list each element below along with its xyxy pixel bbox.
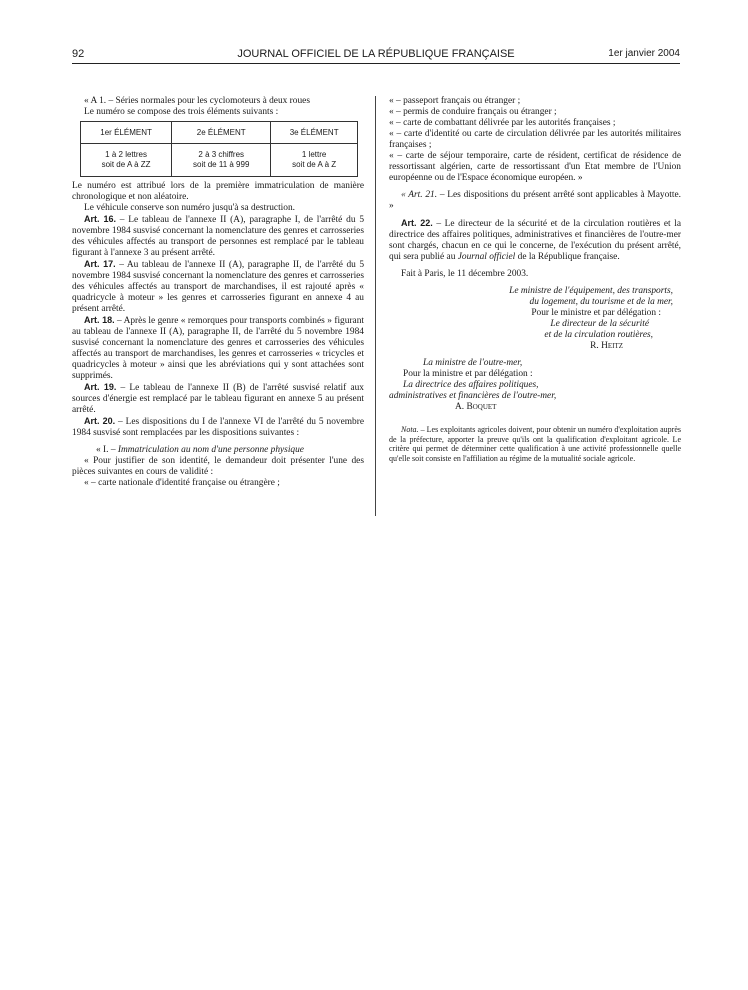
paragraph-attribution: Le numéro est attribué lors de la première immatriculation de manière chronologique et non aléatoire.	[72, 181, 364, 202]
paragraph-justification: « Pour justifier de son identité, le demandeur doit présenter l'une des pièces suivantes en cours de validité :	[72, 456, 364, 477]
subsection-heading: « I. – Immatriculation au nom d'une personne physique	[96, 445, 304, 455]
article-22: Art. 22. – Le directeur de la sécurité et de la circulation routières et la directrice des affaires politiques, administratives et financières de l'outre-mer sont chargés, chacun en ce qui le concerne, de l'exécution du présent arrêté, qui sera publié au Journal officiel de la République française.	[389, 218, 682, 262]
list-item: « – carte d'identité ou carte de circulation délivrée par les autorités militaires françaises ;	[389, 129, 681, 150]
list-item: « – carte de combattant délivrée par les autorités françaises ;	[389, 118, 616, 128]
article-21: « Art. 21. – Les dispositions du présent arrêté sont applicables à Mayotte. »	[389, 190, 681, 211]
table-cell: 1 lettre soit de A à Z	[271, 144, 358, 177]
left-column	[72, 96, 364, 489]
article-20: Art. 20. – Les dispositions du I de l'annexe VI de l'arrêté du 5 novembre 1984 susvisé sont remplacées par les dispositions suivantes :	[72, 416, 364, 438]
table-header-cell: 3e ÉLÉMENT	[271, 122, 358, 144]
list-item: « – permis de conduire français ou étranger ;	[389, 107, 557, 117]
list-item: « – carte de séjour temporaire, carte de résident, certificat de résidence de ressortissant algérien, carte de ressortissant d'un Etat membre de l'Union européenne ou de l'Espace économique européen. »	[389, 151, 681, 183]
list-item: « – passeport français ou étranger ;	[389, 96, 521, 106]
list-item: « – carte nationale d'identité française ou étrangère ;	[84, 478, 280, 488]
article-18: Art. 18. – Après le genre « remorques pour transports combinés » figurant au tableau de l'annexe II (A), paragraphe II, de l'arrêté du 5 novembre 1984 susvisé concernant la nomenclature des genres et carrosseries des véhicules affectés au transport de marchandises, les genres et carrosseries « tricycles et quadricycles à moteur » ainsi que les abréviations qui y sont attachées sont supprimés.	[72, 315, 365, 381]
table-header-cell: 2e ÉLÉMENT	[172, 122, 271, 144]
article-16: Art. 16. – Le tableau de l'annexe II (A), paragraphe I, de l'arrêté du 5 novembre 1984 susvisé concernant la nomenclature des genres et carrosseries des véhicules affectés au transport de personnes est remplacé par le tableau figurant à l'annexe 3 au présent arrêté.	[72, 214, 365, 258]
table-header-cell: 1er ÉLÉMENT	[81, 122, 172, 144]
signature-block-outre-mer: La ministre de l'outre-mer, Pour la ministre et par délégation : La directrice des affaires politiques, administratives et financières de l'outre-mer, A. Boquet	[389, 358, 681, 413]
article-label: Art. 16.	[84, 214, 116, 224]
page-header	[72, 48, 680, 62]
page-number: 92	[72, 48, 85, 60]
nota-note: Nota. – Les exploitants agricoles doivent, pour obtenir un numéro d'exploitation auprès de la préfecture, apporter la preuve qu'ils ont la qualification d'exploitant agricole. Le critère qui permet de déterminer cette qualification à une activité professionnelle quelle qu'elle soit consiste en l'affiliation au régime de la mutualité sociale agricole.	[389, 425, 681, 463]
elements-table	[80, 121, 358, 177]
intro-series: « A 1. – Séries normales pour les cyclomoteurs à deux roues	[84, 96, 310, 106]
article-label: Art. 20.	[84, 416, 116, 426]
journal-title: JOURNAL OFFICIEL DE LA RÉPUBLIQUE FRANÇAISE	[237, 48, 515, 60]
issue-date: 1er janvier 2004	[608, 48, 680, 59]
article-label: Art. 17.	[84, 259, 116, 269]
signature-place-date: Fait à Paris, le 11 décembre 2003.	[401, 269, 529, 279]
article-17: Art. 17. – Au tableau de l'annexe II (A), paragraphe II, de l'arrêté du 5 novembre 1984 susvisé concernant la nomenclature des genres et carrosseries des véhicules affectés au transport de marchandises, il est rajouté après « quadricycle à moteur » les genres et carrosseries figurant en annexe 4 au présent arrêté.	[72, 259, 365, 314]
article-19: Art. 19. – Le tableau de l'annexe II (B) de l'arrêté susvisé relatif aux sources d'énergie est remplacé par le tableau figurant en annexe 5 au présent arrêté.	[72, 382, 364, 415]
table-header-row	[81, 122, 358, 144]
article-label: « Art. 21.	[401, 190, 438, 200]
right-column	[389, 96, 681, 463]
signatory-name: R. Heitz	[590, 341, 623, 351]
column-divider	[375, 96, 376, 516]
article-label: Art. 19.	[84, 382, 117, 392]
article-label: Art. 18.	[84, 315, 115, 325]
article-label: Art. 22.	[401, 218, 433, 228]
table-cell: 1 à 2 lettres soit de A à ZZ	[81, 144, 172, 177]
paragraph-conservation: Le véhicule conserve son numéro jusqu'à sa destruction.	[84, 203, 296, 213]
signature-block-equipement: Le ministre de l'équipement, des transports, du logement, du tourisme et de la mer, Pour le ministre et par délégation : Le directeur de la sécurité et de la circulation routières, R. Heitz	[389, 286, 681, 352]
intro-elements: Le numéro se compose des trois éléments suivants :	[84, 107, 279, 117]
table-row	[81, 144, 358, 177]
table-cell: 2 à 3 chiffres soit de 11 à 999	[172, 144, 271, 177]
header-rule	[72, 63, 680, 64]
signatory-name: A. Boquet	[455, 402, 497, 412]
